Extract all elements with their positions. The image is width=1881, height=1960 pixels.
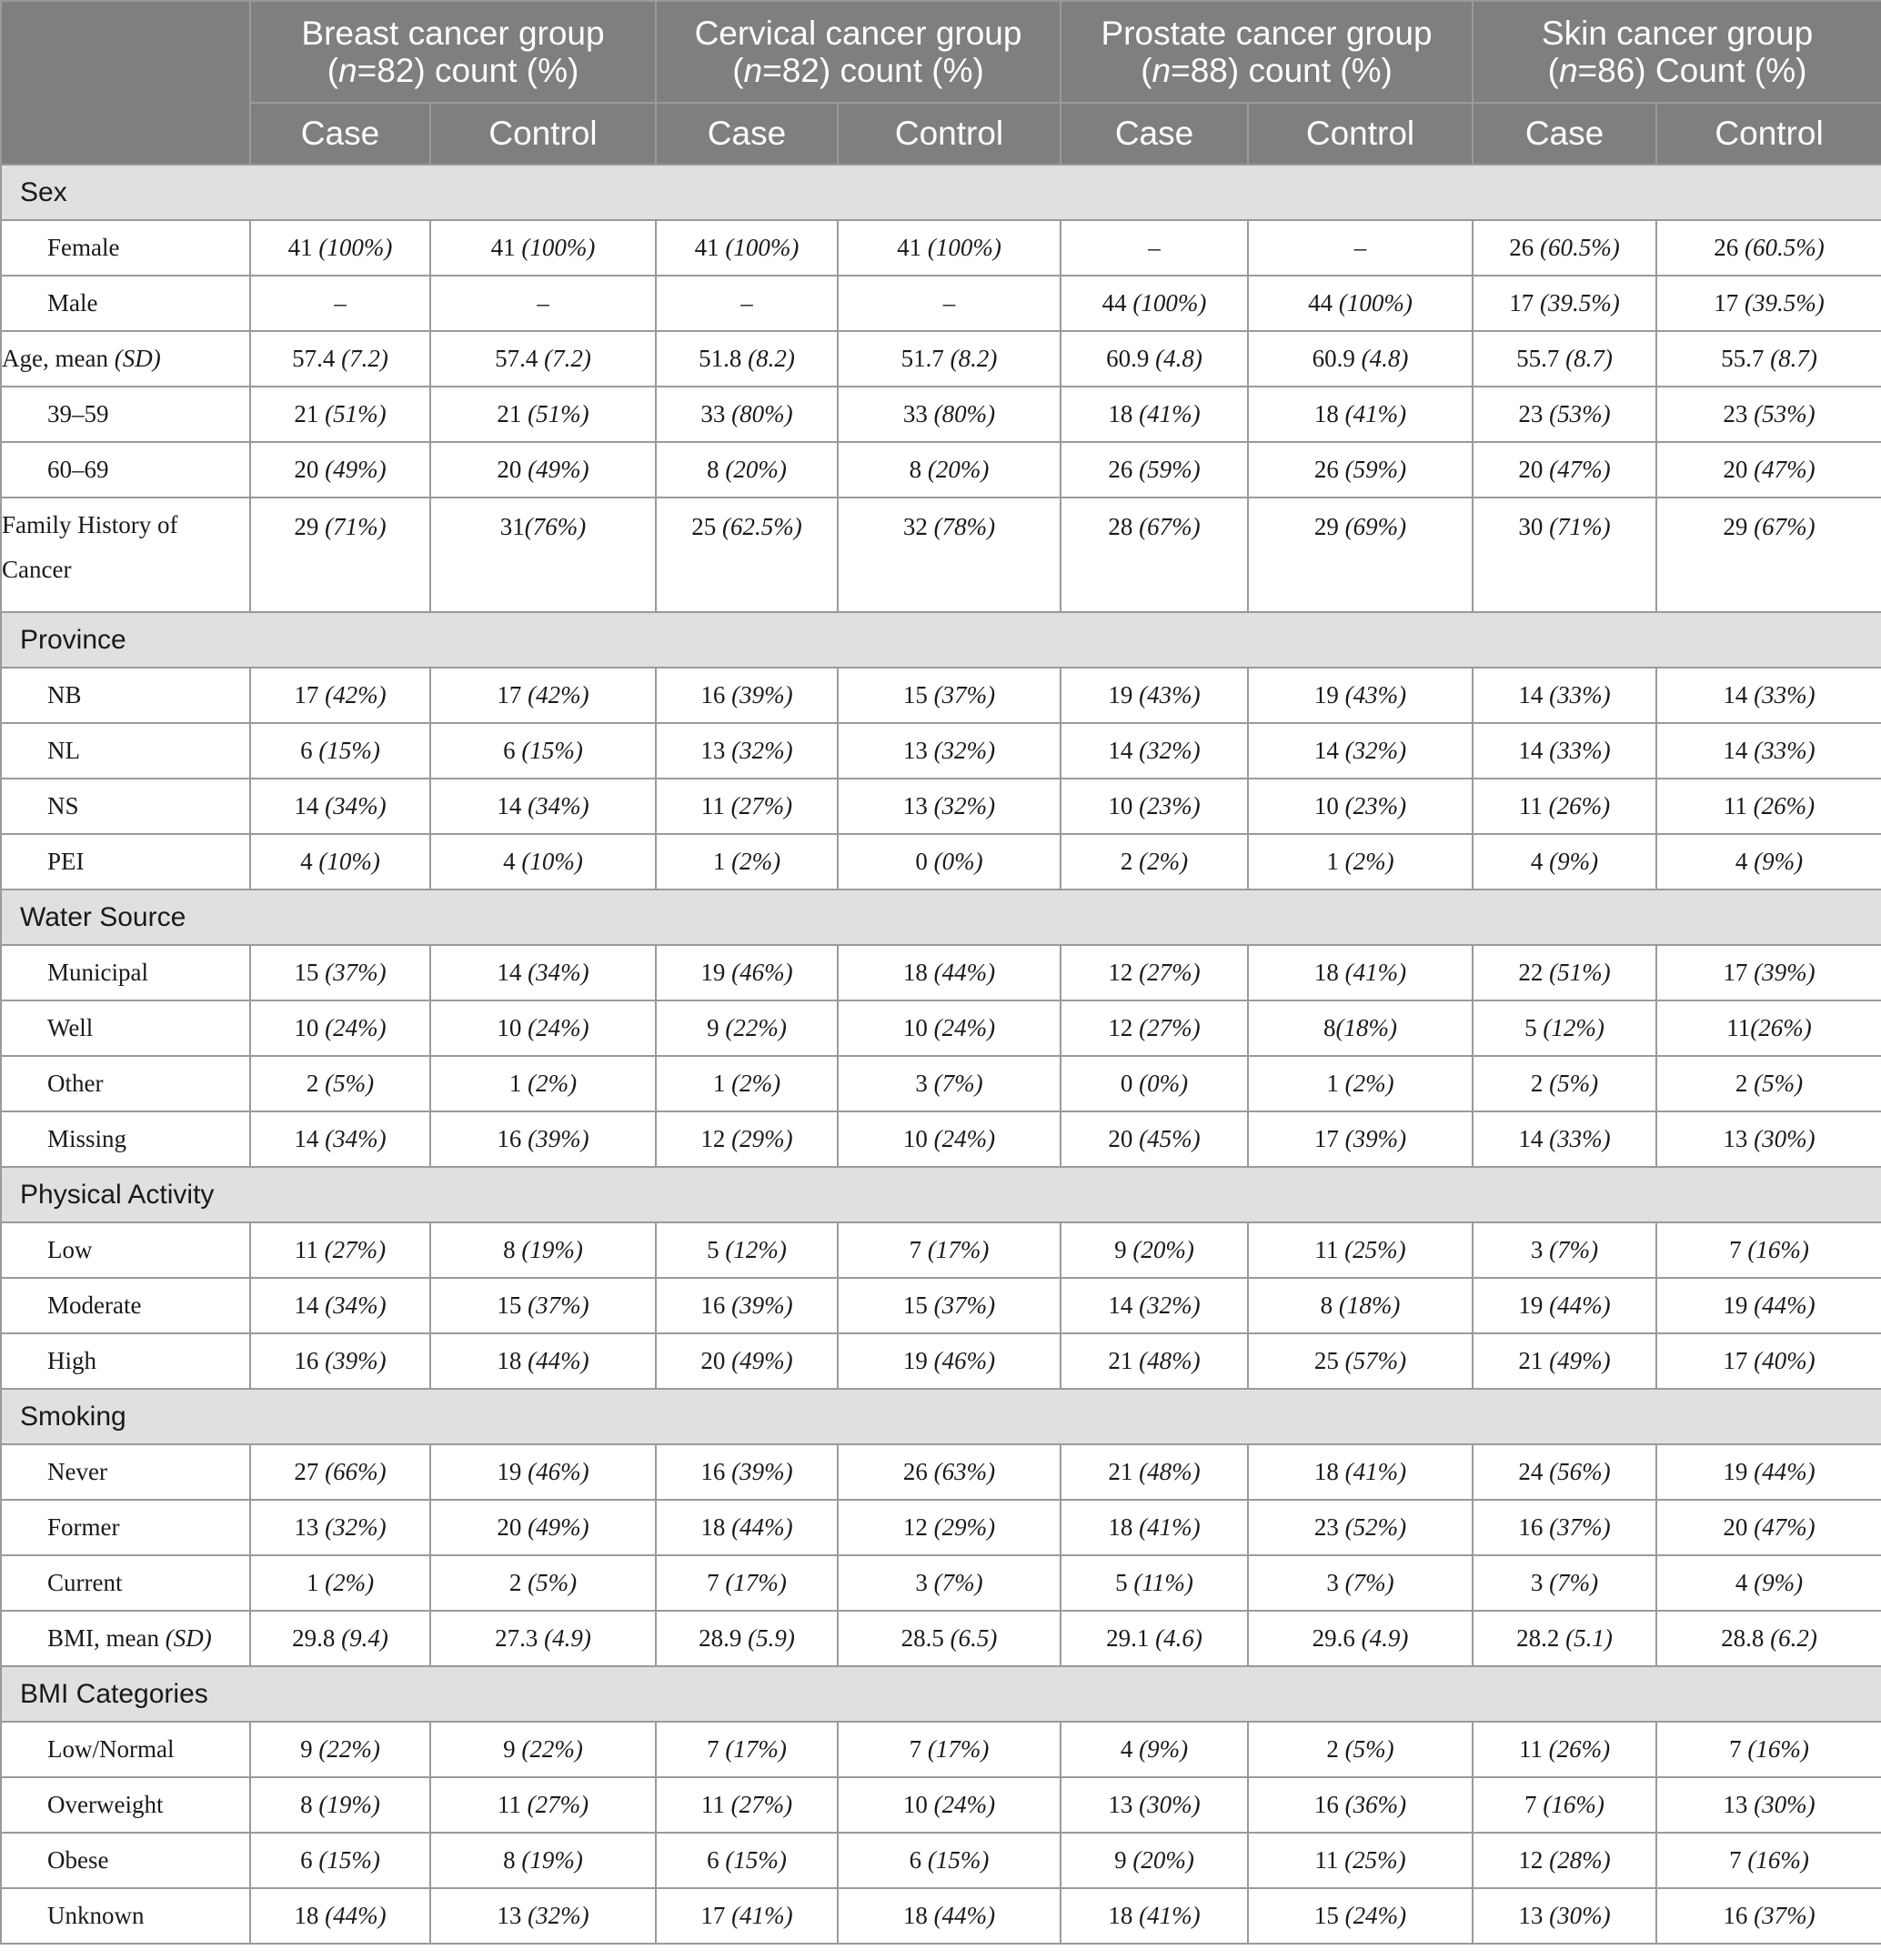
table-cell: 14 (33%) (1473, 1111, 1656, 1167)
table-cell: 20 (47%) (1473, 442, 1656, 498)
table-cell: 20 (49%) (430, 1500, 656, 1555)
table-cell: 20 (45%) (1061, 1111, 1248, 1167)
table-cell: 29.8 (9.4) (250, 1611, 430, 1666)
table-cell: 2 (5%) (1248, 1722, 1473, 1777)
table-cell: 10 (24%) (250, 1000, 430, 1056)
table-cell: 12 (27%) (1061, 945, 1248, 1000)
table-cell: 7 (17%) (838, 1722, 1061, 1777)
section-header-smoking (1, 1389, 1881, 1444)
table-cell: 6 (15%) (250, 1833, 430, 1888)
section-title: Sex (1, 165, 1881, 220)
table-cell: 21 (51%) (430, 387, 656, 442)
table-row (1, 834, 1881, 890)
table-cell: 20 (49%) (430, 442, 656, 498)
subheader-case: Case (250, 103, 430, 165)
table-cell: 9 (20%) (1061, 1833, 1248, 1888)
table-cell: 11 (27%) (656, 779, 838, 834)
table-cell: 1 (2%) (656, 834, 838, 890)
table-cell: 14 (34%) (430, 779, 656, 834)
row-label: BMI, mean (SD) (1, 1611, 250, 1666)
table-cell: 28.5 (6.5) (838, 1611, 1061, 1666)
table-cell: 8(18%) (1248, 1000, 1473, 1056)
subheader-control: Control (1248, 103, 1473, 165)
table-cell: 27 (66%) (250, 1444, 430, 1500)
table-cell: 1 (2%) (430, 1056, 656, 1111)
table-cell: 21 (48%) (1061, 1333, 1248, 1389)
table-cell: 14 (33%) (1656, 723, 1881, 779)
table-cell: 2 (2%) (1061, 834, 1248, 890)
table-cell: 12 (27%) (1061, 1000, 1248, 1056)
table-cell: 14 (34%) (250, 779, 430, 834)
table-cell: 18 (41%) (1248, 387, 1473, 442)
table-cell: 24 (56%) (1473, 1444, 1656, 1500)
table-cell: 11 (27%) (430, 1777, 656, 1833)
table-cell: 13 (32%) (838, 723, 1061, 779)
header-corner-cell (1, 1, 250, 165)
table-header (1, 1, 1881, 165)
table-cell: 13 (30%) (1656, 1777, 1881, 1833)
table-cell: 26 (60.5%) (1656, 220, 1881, 276)
row-label: Low (1, 1222, 250, 1278)
table-cell: 12 (29%) (656, 1111, 838, 1167)
table-cell: 41 (100%) (250, 220, 430, 276)
row-label: Female (1, 220, 250, 276)
table-cell: 19 (46%) (838, 1333, 1061, 1389)
table-cell: 10 (24%) (838, 1777, 1061, 1833)
row-label: Missing (1, 1111, 250, 1167)
table-cell: 17 (39%) (1248, 1111, 1473, 1167)
table-cell: 25 (62.5%) (656, 498, 838, 612)
table-cell: 17 (42%) (250, 668, 430, 723)
table-cell: 18 (41%) (1061, 1500, 1248, 1555)
table-cell: 14 (33%) (1473, 668, 1656, 723)
table-cell: 31(76%) (430, 498, 656, 612)
table-cell: 44 (100%) (1248, 276, 1473, 331)
table-cell: 7 (16%) (1656, 1222, 1881, 1278)
table-cell: 7 (17%) (656, 1555, 838, 1611)
row-label: NL (1, 723, 250, 779)
header-group-prostate: Prostate cancer group (n=88) count (%) (1061, 1, 1473, 103)
table-cell: 17 (41%) (656, 1888, 838, 1944)
table-cell: 16 (39%) (656, 1444, 838, 1500)
table-row (1, 498, 1881, 612)
table-row (1, 1056, 1881, 1111)
table-cell: 13 (32%) (250, 1500, 430, 1555)
table-cell: 17 (39.5%) (1656, 276, 1881, 331)
table-row (1, 331, 1881, 387)
table-row (1, 276, 1881, 331)
header-group-breast: Breast cancer group (n=82) count (%) (250, 1, 656, 103)
table-cell: 7 (17%) (656, 1722, 838, 1777)
table-cell: 18 (44%) (250, 1888, 430, 1944)
table-cell: 7 (17%) (838, 1222, 1061, 1278)
table-cell: 17 (42%) (430, 668, 656, 723)
table-cell: 28.9 (5.9) (656, 1611, 838, 1666)
table-cell: 18 (44%) (838, 1888, 1061, 1944)
table-cell: 2 (5%) (250, 1056, 430, 1111)
subheader-case: Case (1061, 103, 1248, 165)
table-cell: 15 (37%) (838, 668, 1061, 723)
table-cell: 55.7 (8.7) (1656, 331, 1881, 387)
table-cell: 10 (23%) (1248, 779, 1473, 834)
table-cell: 28 (67%) (1061, 498, 1248, 612)
table-cell: 23 (53%) (1473, 387, 1656, 442)
table-cell: 14 (32%) (1061, 723, 1248, 779)
table-cell: 18 (41%) (1248, 945, 1473, 1000)
table-cell: 10 (23%) (1061, 779, 1248, 834)
table-cell: 2 (5%) (1656, 1056, 1881, 1111)
table-cell: 8 (20%) (656, 442, 838, 498)
table-cell: 18 (41%) (1248, 1444, 1473, 1500)
table-row (1, 1611, 1881, 1666)
table-cell: 8 (20%) (838, 442, 1061, 498)
table-cell: 12 (28%) (1473, 1833, 1656, 1888)
table-cell: 22 (51%) (1473, 945, 1656, 1000)
table-cell: 29 (69%) (1248, 498, 1473, 612)
table-cell: 15 (24%) (1248, 1888, 1473, 1944)
table-cell: 5 (12%) (656, 1222, 838, 1278)
row-label: NS (1, 779, 250, 834)
table-cell: 16 (39%) (250, 1333, 430, 1389)
section-title: BMI Categories (1, 1666, 1881, 1722)
table-row (1, 387, 1881, 442)
table-cell: 8 (19%) (430, 1222, 656, 1278)
table-cell: 14 (32%) (1248, 723, 1473, 779)
table-row (1, 1000, 1881, 1056)
table-cell: 23 (53%) (1656, 387, 1881, 442)
table-cell: 29 (67%) (1656, 498, 1881, 612)
table-cell: 11 (26%) (1473, 1722, 1656, 1777)
table-cell: 51.8 (8.2) (656, 331, 838, 387)
table-cell: 4 (9%) (1473, 834, 1656, 890)
table-cell: 8 (19%) (430, 1833, 656, 1888)
row-label: Obese (1, 1833, 250, 1888)
row-label: Current (1, 1555, 250, 1611)
table-cell: 29 (71%) (250, 498, 430, 612)
table-cell: 19 (44%) (1656, 1278, 1881, 1333)
section-title: Province (1, 612, 1881, 668)
table-cell: 18 (44%) (656, 1500, 838, 1555)
header-group-cervical: Cervical cancer group (n=82) count (%) (656, 1, 1061, 103)
table-cell: – (838, 276, 1061, 331)
table-cell: 13 (30%) (1473, 1888, 1656, 1944)
table-row (1, 1555, 1881, 1611)
table-cell: 16 (39%) (430, 1111, 656, 1167)
table-cell: 14 (34%) (250, 1278, 430, 1333)
row-label: Other (1, 1056, 250, 1111)
table-cell: 20 (49%) (656, 1333, 838, 1389)
table-row (1, 1777, 1881, 1833)
table-row (1, 1444, 1881, 1500)
row-label: NB (1, 668, 250, 723)
table-cell: 3 (7%) (1248, 1555, 1473, 1611)
table-cell: 16 (39%) (656, 668, 838, 723)
table-body (1, 165, 1881, 1944)
table-cell: 2 (5%) (1473, 1056, 1656, 1111)
table-cell: 41 (100%) (838, 220, 1061, 276)
table-cell: 20 (49%) (250, 442, 430, 498)
table-cell: 0 (0%) (838, 834, 1061, 890)
table-cell: 14 (33%) (1656, 668, 1881, 723)
table-cell: 4 (9%) (1656, 1555, 1881, 1611)
table-cell: 19 (46%) (430, 1444, 656, 1500)
table-cell: 9 (20%) (1061, 1222, 1248, 1278)
row-label: Municipal (1, 945, 250, 1000)
table-row (1, 1888, 1881, 1944)
table-cell: 55.7 (8.7) (1473, 331, 1656, 387)
table-cell: 14 (34%) (430, 945, 656, 1000)
table-cell: 5 (11%) (1061, 1555, 1248, 1611)
table-cell: 4 (9%) (1061, 1722, 1248, 1777)
table-cell: – (1248, 220, 1473, 276)
group-header-row (1, 1, 1881, 103)
table-row (1, 1222, 1881, 1278)
table-cell: 19 (46%) (656, 945, 838, 1000)
table-cell: 30 (71%) (1473, 498, 1656, 612)
row-label: Overweight (1, 1777, 250, 1833)
section-header-bmi-categories (1, 1666, 1881, 1722)
table-cell: 16 (39%) (656, 1278, 838, 1333)
group-name: Cervical cancer group (694, 15, 1022, 52)
row-label: Low/Normal (1, 1722, 250, 1777)
table-cell: 8 (18%) (1248, 1278, 1473, 1333)
table-cell: 13 (30%) (1656, 1111, 1881, 1167)
section-title: Water Source (1, 890, 1881, 945)
table-cell: 41 (100%) (430, 220, 656, 276)
group-name: Breast cancer group (301, 15, 605, 52)
table-cell: 57.4 (7.2) (250, 331, 430, 387)
table-cell: 6 (15%) (838, 1833, 1061, 1888)
table-cell: 26 (63%) (838, 1444, 1061, 1500)
header-group-skin: Skin cancer group (n=86) Count (%) (1473, 1, 1881, 103)
table-cell: 32 (78%) (838, 498, 1061, 612)
table-cell: 11 (27%) (250, 1222, 430, 1278)
table-row (1, 1500, 1881, 1555)
table-cell: 20 (47%) (1656, 442, 1881, 498)
table-cell: 44 (100%) (1061, 276, 1248, 331)
row-label: 39–59 (1, 387, 250, 442)
table-cell: 17 (39.5%) (1473, 276, 1656, 331)
row-label: Well (1, 1000, 250, 1056)
table-cell: 57.4 (7.2) (430, 331, 656, 387)
row-label: Family History of Cancer (1, 498, 250, 612)
table-cell: 9 (22%) (430, 1722, 656, 1777)
table-cell: 18 (41%) (1061, 387, 1248, 442)
table-row (1, 945, 1881, 1000)
table-cell: 3 (7%) (1473, 1555, 1656, 1611)
table-cell: 11 (26%) (1656, 779, 1881, 834)
table-cell: 26 (59%) (1061, 442, 1248, 498)
table-cell: 13 (32%) (838, 779, 1061, 834)
table-row (1, 220, 1881, 276)
table-cell: 6 (15%) (250, 723, 430, 779)
subheader-control: Control (1656, 103, 1881, 165)
subheader-control: Control (430, 103, 656, 165)
section-header-physical-activity (1, 1167, 1881, 1222)
subheader-case: Case (656, 103, 838, 165)
table-cell: 3 (7%) (838, 1056, 1061, 1111)
table-cell: 1 (2%) (656, 1056, 838, 1111)
table-cell: 18 (44%) (838, 945, 1061, 1000)
table-cell: 19 (43%) (1248, 668, 1473, 723)
table-cell: 1 (2%) (1248, 1056, 1473, 1111)
table-cell: 33 (80%) (838, 387, 1061, 442)
row-label: Male (1, 276, 250, 331)
table-cell: 10 (24%) (838, 1111, 1061, 1167)
table-cell: 60.9 (4.8) (1061, 331, 1248, 387)
table-cell: – (656, 276, 838, 331)
subheader-row (1, 103, 1881, 165)
table-cell: 29.6 (4.9) (1248, 1611, 1473, 1666)
table-cell: 9 (22%) (250, 1722, 430, 1777)
table-cell: 11(26%) (1656, 1000, 1881, 1056)
table-cell: – (250, 276, 430, 331)
table-cell: 7 (16%) (1473, 1777, 1656, 1833)
table-cell: 11 (25%) (1248, 1833, 1473, 1888)
table-cell: 16 (37%) (1656, 1888, 1881, 1944)
table-cell: 6 (15%) (656, 1833, 838, 1888)
table-row (1, 1111, 1881, 1167)
table-cell: 16 (37%) (1473, 1500, 1656, 1555)
row-label: High (1, 1333, 250, 1389)
row-label: Former (1, 1500, 250, 1555)
table-row (1, 1722, 1881, 1777)
table-cell: 3 (7%) (1473, 1222, 1656, 1278)
table-row (1, 1333, 1881, 1389)
table-row (1, 723, 1881, 779)
table-cell: 19 (44%) (1473, 1278, 1656, 1333)
table-cell: 26 (59%) (1248, 442, 1473, 498)
table-cell: 15 (37%) (430, 1278, 656, 1333)
table-cell: 1 (2%) (1248, 834, 1473, 890)
table-cell: 10 (24%) (838, 1000, 1061, 1056)
table-cell: 20 (47%) (1656, 1500, 1881, 1555)
section-header-province (1, 612, 1881, 668)
table-cell: 5 (12%) (1473, 1000, 1656, 1056)
table-row (1, 1278, 1881, 1333)
table-row (1, 779, 1881, 834)
table-cell: 14 (32%) (1061, 1278, 1248, 1333)
table-cell: 11 (25%) (1248, 1222, 1473, 1278)
table-row (1, 442, 1881, 498)
table-cell: 17 (40%) (1656, 1333, 1881, 1389)
row-label: PEI (1, 834, 250, 890)
group-name: Prostate cancer group (1101, 15, 1433, 52)
table-cell: 16 (36%) (1248, 1777, 1473, 1833)
table-cell: 7 (16%) (1656, 1722, 1881, 1777)
table-cell: 4 (10%) (430, 834, 656, 890)
table-cell: 21 (51%) (250, 387, 430, 442)
table-cell: 19 (43%) (1061, 668, 1248, 723)
group-name: Skin cancer group (1541, 15, 1814, 52)
subheader-case: Case (1473, 103, 1656, 165)
table-cell: 9 (22%) (656, 1000, 838, 1056)
table-cell: 8 (19%) (250, 1777, 430, 1833)
table-cell: 10 (24%) (430, 1000, 656, 1056)
row-label: Age, mean (SD) (1, 331, 250, 387)
table-cell: 2 (5%) (430, 1555, 656, 1611)
table-cell: 25 (57%) (1248, 1333, 1473, 1389)
table-cell: 11 (26%) (1473, 779, 1656, 834)
row-label: Unknown (1, 1888, 250, 1944)
table-cell: 18 (41%) (1061, 1888, 1248, 1944)
table-cell: 11 (27%) (656, 1777, 838, 1833)
table-cell: 60.9 (4.8) (1248, 331, 1473, 387)
table-cell: 19 (44%) (1656, 1444, 1881, 1500)
table-cell: 29.1 (4.6) (1061, 1611, 1248, 1666)
table-cell: 17 (39%) (1656, 945, 1881, 1000)
table-cell: 21 (49%) (1473, 1333, 1656, 1389)
table-cell: 27.3 (4.9) (430, 1611, 656, 1666)
table-cell: 28.8 (6.2) (1656, 1611, 1881, 1666)
table-cell: 33 (80%) (656, 387, 838, 442)
section-title: Smoking (1, 1389, 1881, 1444)
table-cell: 7 (16%) (1656, 1833, 1881, 1888)
table-cell: 18 (44%) (430, 1333, 656, 1389)
table-cell: 41 (100%) (656, 220, 838, 276)
table-cell: 1 (2%) (250, 1555, 430, 1611)
table-cell: 26 (60.5%) (1473, 220, 1656, 276)
table-cell: 15 (37%) (250, 945, 430, 1000)
table-cell: 15 (37%) (838, 1278, 1061, 1333)
section-header-water-source (1, 890, 1881, 945)
table-cell: – (1061, 220, 1248, 276)
table-cell: 13 (30%) (1061, 1777, 1248, 1833)
table-row (1, 668, 1881, 723)
table-cell: – (430, 276, 656, 331)
table-cell: 4 (9%) (1656, 834, 1881, 890)
section-header-sex (1, 165, 1881, 220)
table-cell: 28.2 (5.1) (1473, 1611, 1656, 1666)
table-row (1, 1833, 1881, 1888)
row-label: 60–69 (1, 442, 250, 498)
table-cell: 6 (15%) (430, 723, 656, 779)
table-cell: 21 (48%) (1061, 1444, 1248, 1500)
table-cell: 51.7 (8.2) (838, 331, 1061, 387)
table-cell: 3 (7%) (838, 1555, 1061, 1611)
table-cell: 13 (32%) (430, 1888, 656, 1944)
table-cell: 14 (33%) (1473, 723, 1656, 779)
table-cell: 23 (52%) (1248, 1500, 1473, 1555)
row-label: Never (1, 1444, 250, 1500)
table-cell: 4 (10%) (250, 834, 430, 890)
table-cell: 14 (34%) (250, 1111, 430, 1167)
row-label: Moderate (1, 1278, 250, 1333)
table-cell: 13 (32%) (656, 723, 838, 779)
table-cell: 12 (29%) (838, 1500, 1061, 1555)
subheader-control: Control (838, 103, 1061, 165)
table-cell: 0 (0%) (1061, 1056, 1248, 1111)
section-title: Physical Activity (1, 1167, 1881, 1222)
